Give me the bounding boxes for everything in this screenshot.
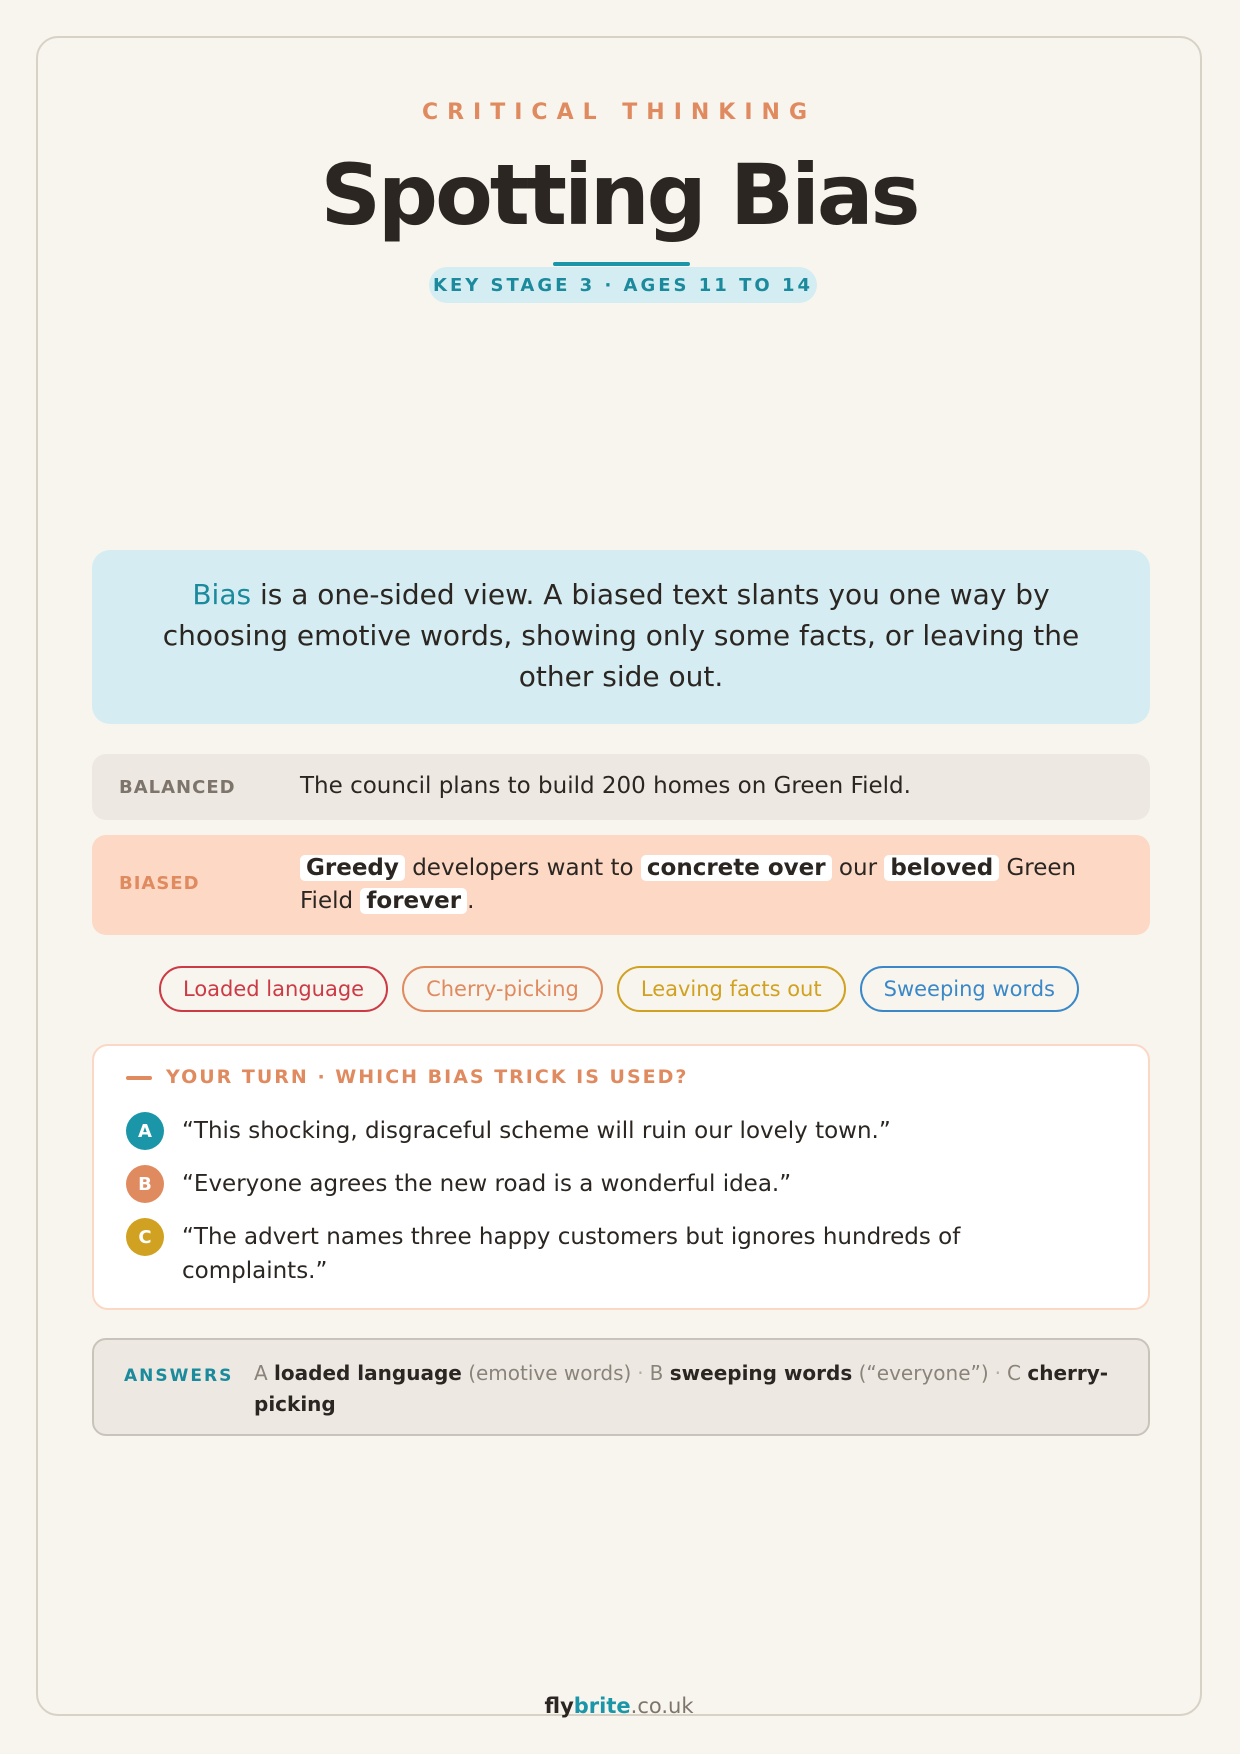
answer-b-letter: B xyxy=(649,1361,664,1385)
eyebrow-label: CRITICAL THINKING xyxy=(421,100,817,125)
highlight-word: forever xyxy=(360,888,467,914)
biased-text-part: our xyxy=(831,855,885,881)
chip-sweeping-words: Sweeping words xyxy=(860,966,1079,1012)
answer-a-note: (emotive words) xyxy=(468,1361,632,1385)
biased-text xyxy=(300,852,1120,918)
biased-tag: BIASED xyxy=(119,873,200,894)
letter-a-badge: A xyxy=(126,1112,164,1150)
brand-fly: fly xyxy=(544,1694,574,1718)
chip-loaded-language: Loaded language xyxy=(159,966,388,1012)
footer-brand xyxy=(38,1694,1200,1718)
definition-box xyxy=(92,550,1150,724)
letter-b-badge: B xyxy=(126,1165,164,1203)
answer-b-note: (“everyone”) xyxy=(858,1361,989,1385)
definition-term: Bias xyxy=(192,578,252,611)
chip-leaving-facts-out: Leaving facts out xyxy=(617,966,846,1012)
highlight-word: beloved xyxy=(884,855,999,881)
your-turn-box xyxy=(92,1044,1150,1310)
your-turn-heading: YOUR TURN · WHICH BIAS TRICK IS USED? xyxy=(166,1066,689,1088)
biased-text-part: Green Field xyxy=(300,855,1077,914)
question-b-text: “Everyone agrees the new road is a wonderful idea.” xyxy=(182,1171,792,1197)
title-underline xyxy=(553,262,690,266)
answer-a-letter: A xyxy=(254,1361,268,1385)
bias-tricks-chips xyxy=(38,966,1200,1012)
question-c-text: “The advert names three happy customers but ignores hundreds of complaints.” xyxy=(182,1224,961,1284)
answer-c-letter: C xyxy=(1007,1361,1021,1385)
balanced-example xyxy=(92,754,1150,820)
answers-text xyxy=(254,1358,1118,1420)
answer-separator: · xyxy=(994,1361,1002,1385)
biased-example xyxy=(92,835,1150,935)
chip-cherry-picking: Cherry-picking xyxy=(402,966,603,1012)
key-stage-badge: KEY STAGE 3 · AGES 11 TO 14 xyxy=(429,267,817,303)
highlight-word: concrete over xyxy=(641,855,832,881)
answer-a: loaded language xyxy=(274,1361,462,1385)
biased-text-part: developers want to xyxy=(404,855,641,881)
answer-b: sweeping words xyxy=(669,1361,853,1385)
answer-c: cherry-picking xyxy=(254,1361,1109,1416)
brand-domain: .co.uk xyxy=(630,1694,694,1718)
biased-text-part: . xyxy=(467,888,475,914)
balanced-tag: BALANCED xyxy=(119,777,236,798)
answers-label: ANSWERS xyxy=(124,1366,234,1386)
definition-text: is a one-sided view. A biased text slants you one way by choosing emotive words, showing only some facts, or leaving the other side out. xyxy=(162,578,1080,693)
question-a-text: “This shocking, disgraceful scheme will ruin our lovely town.” xyxy=(182,1118,891,1144)
page-title: Spotting Bias xyxy=(320,146,918,244)
answers-box xyxy=(92,1338,1150,1436)
heading-dash xyxy=(126,1076,152,1080)
answer-separator: · xyxy=(637,1361,644,1385)
worksheet-frame xyxy=(36,36,1202,1716)
letter-c-badge: C xyxy=(126,1218,164,1256)
balanced-text: The council plans to build 200 homes on Green Field. xyxy=(300,773,911,799)
highlight-word: Greedy xyxy=(300,855,405,881)
brand-brite: brite xyxy=(573,1694,631,1718)
